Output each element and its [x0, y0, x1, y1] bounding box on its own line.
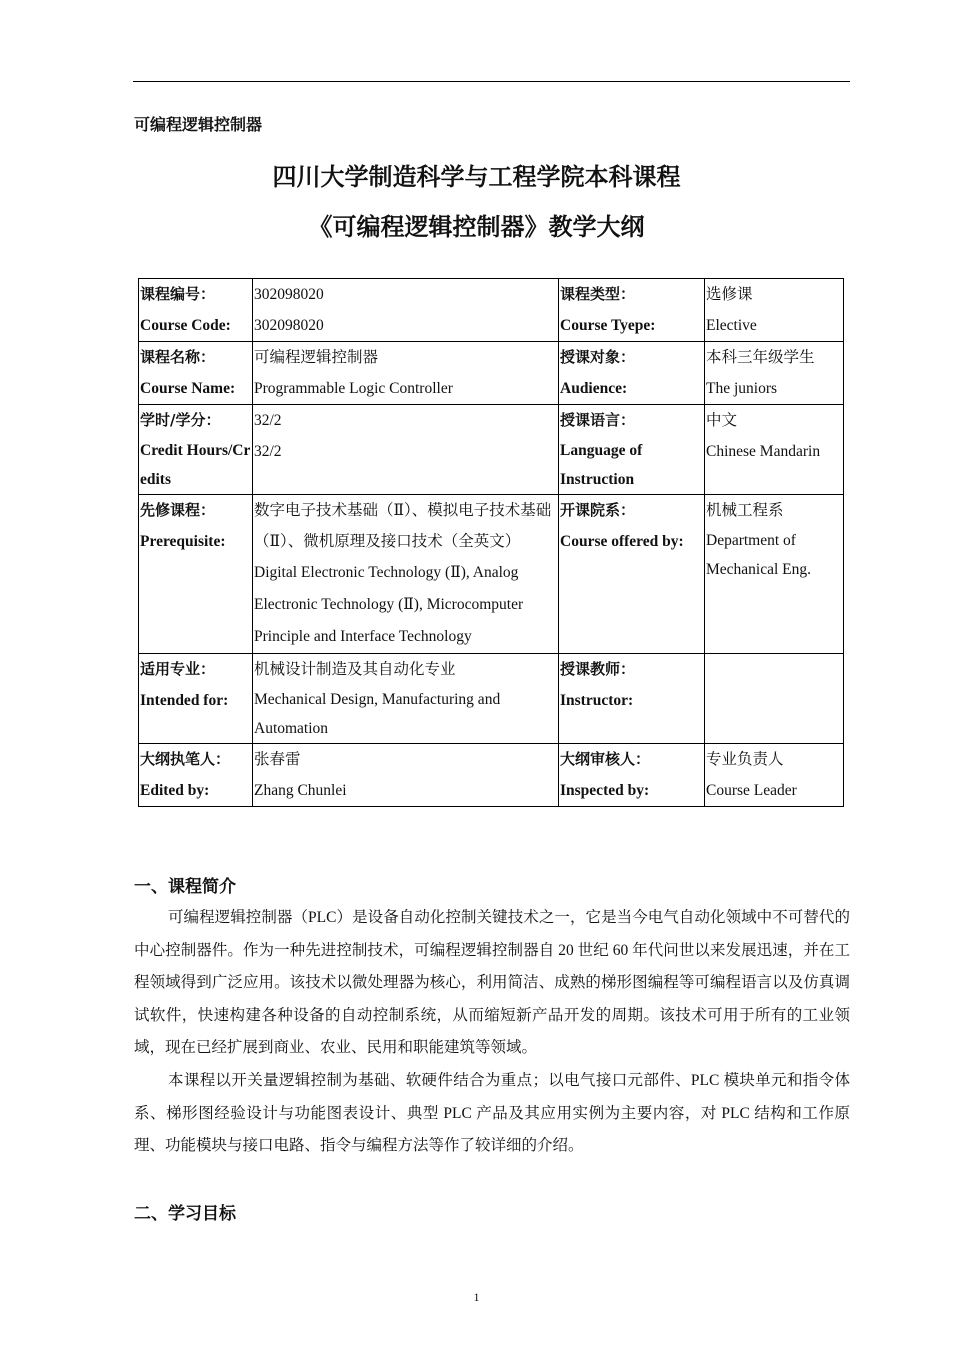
- header-rule: [133, 81, 850, 82]
- offered-by-value: 机械工程系 Department of Mechanical Eng.: [705, 495, 844, 654]
- edited-by-value: 张春雷 Zhang Chunlei: [253, 744, 559, 807]
- instructor-label: 授课教师： Instructor:: [559, 654, 705, 744]
- table-row: [139, 342, 844, 405]
- document-subtitle: 《可编程逻辑控制器》教学大纲: [308, 213, 645, 241]
- table-row: [139, 744, 844, 807]
- audience-label: 授课对象： Audience:: [559, 342, 705, 405]
- prerequisite-value: 数字电子技术基础（Ⅱ）、模拟电子技术基础（Ⅱ）、微机原理及接口技术（全英文） Digital Electronic Technology (Ⅱ), Analog Electronic Technology (Ⅱ), Microcomputer Principle and Interface Technology: [253, 495, 559, 654]
- audience-value: 本科三年级学生 The juniors: [705, 342, 844, 405]
- prerequisite-label: 先修课程： Prerequisite:: [139, 495, 253, 654]
- page-number: 1: [473, 1290, 480, 1304]
- language-value: 中文 Chinese Mandarin: [705, 405, 844, 495]
- section-heading-objectives: 二、学习目标: [134, 1204, 236, 1224]
- credit-hours-value: 32/2 32/2: [253, 405, 559, 495]
- instructor-value: [705, 654, 844, 744]
- course-code-value: 302098020 302098020: [253, 279, 559, 342]
- intro-paragraph-2: 本课程以开关量逻辑控制为基础、软硬件结合为重点；以电气接口元部件、PLC 模块单元和指令体系、梯形图经验设计与功能图表设计、典型 PLC 产品及其应用实例为主要内容，对 PLC 结构和工作原理、功能模块与接口电路、指令与编程方法等作了较详细的介绍。: [134, 1072, 850, 1154]
- document-title: 四川大学制造科学与工程学院本科课程: [272, 163, 681, 191]
- table-row: [139, 495, 844, 654]
- intended-for-label: 适用专业： Intended for:: [139, 654, 253, 744]
- section-heading-intro: 一、课程简介: [134, 877, 236, 897]
- course-info-table: [138, 278, 844, 807]
- course-name-value: 可编程逻辑控制器 Programmable Logic Controller: [253, 342, 559, 405]
- offered-by-label: 开课院系： Course offered by:: [559, 495, 705, 654]
- credit-hours-label: 学时/学分： Credit Hours/Credits: [139, 405, 253, 495]
- course-type-label: 课程类型： Course Tyepe:: [559, 279, 705, 342]
- intended-for-value: 机械设计制造及其自动化专业 Mechanical Design, Manufacturing and Automation: [253, 654, 559, 744]
- table-row: [139, 654, 844, 744]
- course-code-label: 课程编号： Course Code:: [139, 279, 253, 342]
- table-row: [139, 405, 844, 495]
- table-row: [139, 279, 844, 342]
- edited-by-label: 大纲执笔人： Edited by:: [139, 744, 253, 807]
- running-title: 可编程逻辑控制器: [134, 115, 263, 134]
- inspected-by-value: 专业负责人 Course Leader: [705, 744, 844, 807]
- course-name-label: 课程名称： Course Name:: [139, 342, 253, 405]
- course-type-value: 选修课 Elective: [705, 279, 844, 342]
- inspected-by-label: 大纲审核人： Inspected by:: [559, 744, 705, 807]
- language-label: 授课语言： Language of Instruction: [559, 405, 705, 495]
- intro-paragraph-1: 可编程逻辑控制器（PLC）是设备自动化控制关键技术之一，它是当今电气自动化领域中不可替代的中心控制器件。作为一种先进控制技术，可编程逻辑控制器自 20 世纪 60 年代问世以来发展迅速，并在工程领域得到广泛应用。该技术以微处理器为核心，利用简洁、成熟的梯形图编程等可编程语言以及仿真调试软件，快速构建各种设备的自动控制系统，从而缩短新产品开发的周期。该技术可用于所有的工业领域，现在已经扩展到商业、农业、民用和职能建筑等领域。: [134, 909, 850, 1056]
